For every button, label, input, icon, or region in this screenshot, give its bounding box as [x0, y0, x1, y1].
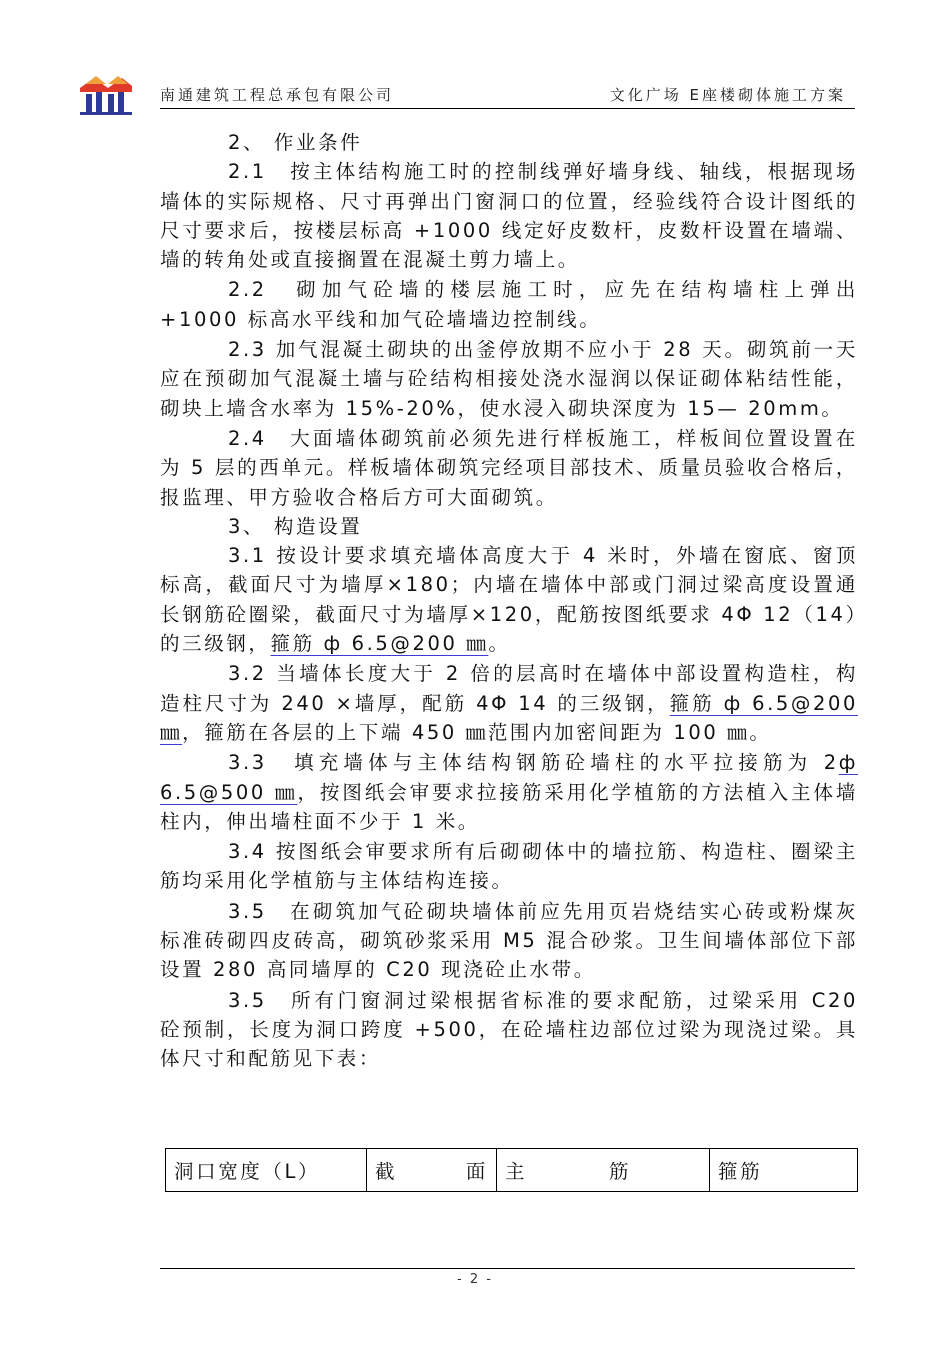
header-opening-width: 洞口宽度（L）	[166, 1149, 367, 1192]
header-company: 南通建筑工程总承包有限公司	[160, 86, 395, 104]
paragraph-3-1: 3.1 按设计要求填充墙体高度大于 4 米时，外墙在窗底、窗顶标高，截面尺寸为墙厚×180；内墙在墙体中部或门洞过梁高度设置通长钢筋砼圈梁，截面尺寸为墙厚×120，配筋按图纸要求 4Φ 12（14）的三级钢，箍筋 ф 6.5@200 ㎜。	[160, 544, 858, 656]
stirrup-spec: 箍筋 ф 6.5@200 ㎜	[160, 691, 858, 744]
section-2-heading: 2、 作业条件	[228, 131, 363, 154]
company-logo	[78, 66, 134, 118]
tie-bar-spec: ф 6.5@500 ㎜	[160, 751, 858, 804]
header-section: 截 面	[367, 1149, 497, 1192]
section-3-heading: 3、 构造设置	[228, 514, 363, 538]
paragraph-3-2: 3.2 当墙体长度大于 2 倍的层高时在墙体中部设置构造柱，构造柱尺寸为 240 ×墙厚，配筋 4Φ 14 的三级钢，箍筋 ф 6.5@200 ㎜，箍筋在各层的上下端 450 ㎜范围内加密间距为 100 ㎜。	[160, 662, 858, 744]
paragraph-2-1: 2.1 按主体结构施工时的控制线弹好墙身线、轴线，根据现场墙体的实际规格、尺寸再弹出门窗洞口的位置，经验线符合设计图纸的尺寸要求后，按楼层标高 +1000 线定好皮数杆，皮数杆设置在墙端、墙的转角处或直接搁置在混凝土剪力墙上。	[160, 160, 858, 272]
paragraph-3-4: 3.4 按图纸会审要求所有后砌砌体中的墙拉筋、构造柱、圈梁主筋均采用化学植筋与主体结构连接。	[160, 840, 858, 893]
stirrup-spec: 箍筋 ф 6.5@200 ㎜	[270, 632, 489, 656]
document-body	[160, 128, 858, 1074]
paragraph-3-5a: 3.5 在砌筑加气砼砌块墙体前应先用页岩烧结实心砖或粉煤灰标准砖砌四皮砖高，砌筑砂浆采用 M5 混合砂浆。卫生间墙体部位下部设置 280 高同墙厚的 C20 现浇砼止水带。	[160, 899, 858, 982]
lintel-rebar-table	[165, 1148, 858, 1192]
header-stirrup: 箍筋	[710, 1149, 858, 1192]
paragraph-2-2: 2.2 砌加气砼墙的楼层施工时，应先在结构墙柱上弹出 +1000 标高水平线和加气砼墙墙边控制线。	[160, 278, 858, 331]
header-rule	[160, 108, 855, 109]
footer-rule	[160, 1268, 855, 1269]
header-main-bar: 主 筋	[497, 1149, 710, 1192]
paragraph-2-3: 2.3 加气混凝土砌块的出釜停放期不应小于 28 天。砌筑前一天应在预砌加气混凝土墙与砼结构相接处浇水湿润以保证砌体粘结性能，砌块上墙含水率为 15%-20%，使水浸入砌块深度为 15— 20mm。	[160, 338, 858, 420]
paragraph-3-3: 3.3 填充墙体与主体结构钢筋砼墙柱的水平拉接筋为 2ф 6.5@500 ㎜，按图纸会审要求拉接筋采用化学植筋的方法植入主体墙柱内，伸出墙柱面不少于 1 米。	[160, 751, 858, 833]
paragraph-2-4: 2.4 大面墙体砌筑前必须先进行样板施工，样板间位置设置在为 5 层的西单元。样板墙体砌筑完经项目部技术、质量员验收合格后，报监理、甲方验收合格后方可大面砌筑。	[160, 426, 858, 509]
header-doc-title: 文化广场 E座楼砌体施工方案	[609, 86, 846, 104]
paragraph-3-5b: 3.5 所有门窗洞过梁根据省标准的要求配筋，过梁采用 C20 砼预制，长度为洞口跨度 +500，在砼墙柱边部位过梁为现浇过梁。具体尺寸和配筋见下表：	[160, 988, 858, 1071]
page-number: - 2 -	[457, 1272, 493, 1287]
table-header-row	[166, 1149, 858, 1192]
